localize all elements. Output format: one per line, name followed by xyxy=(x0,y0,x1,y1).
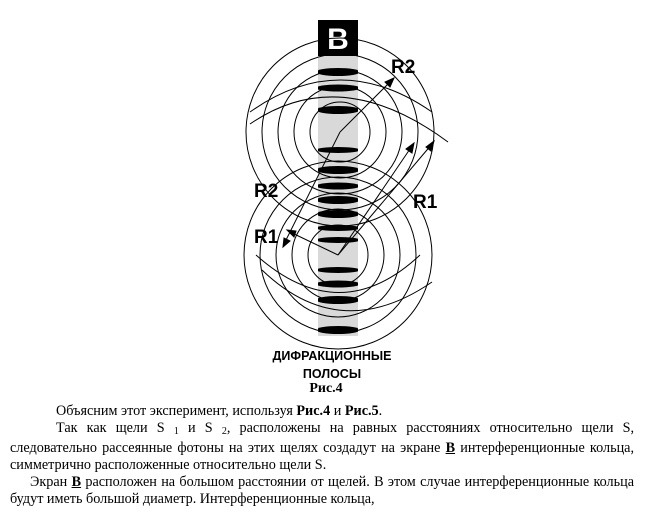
p1-fig4-ref: Рис.4 xyxy=(296,403,331,419)
body-text xyxy=(10,403,634,508)
p1-and: и xyxy=(330,403,345,419)
p3-text-2: расположен на большом расстоянии от щелей. В этом случае интерференционные кольца будут иметь большой диаметр. Интерференционные кольца, xyxy=(10,474,634,507)
p2-text-3: , расположены на равных расстояниях относительно щели S, следовательно рассеянные фотоны на этих щелях создадут на экране xyxy=(10,420,635,456)
label-r2-top: R2 xyxy=(391,57,416,78)
p1-end: . xyxy=(378,403,383,419)
p2-screen-ref: В xyxy=(445,440,456,456)
p2-text-4: интерференционные кольца, симметрично расположенные относительно щели S. xyxy=(10,440,635,473)
p1-fig5-ref: Рис.5 xyxy=(344,403,379,419)
bands-label-line1: ДИФРАКЦИОННЫЕ xyxy=(272,349,392,363)
screen-label: B xyxy=(327,23,349,56)
bands-label-line2: ПОЛОСЫ xyxy=(302,367,362,381)
p3-screen-ref: В xyxy=(71,474,82,490)
label-r1-right: R1 xyxy=(413,192,438,213)
p2-sub-1: 1 xyxy=(173,426,179,437)
label-r2-left: R2 xyxy=(254,181,279,202)
paragraph-2 xyxy=(10,420,634,474)
p1-text: Объясним этот эксперимент, используя xyxy=(56,403,297,419)
paragraph-1 xyxy=(10,403,634,420)
p2-text-1: Так как щели S xyxy=(56,420,174,436)
p3-text-1: Экран xyxy=(30,474,72,490)
p2-text-2: и S xyxy=(178,420,222,436)
label-r1-left: R1 xyxy=(254,227,279,248)
p2-sub-2: 2 xyxy=(221,426,227,437)
paragraph-3 xyxy=(10,474,634,508)
figure-caption: Рис.4 xyxy=(309,381,343,396)
